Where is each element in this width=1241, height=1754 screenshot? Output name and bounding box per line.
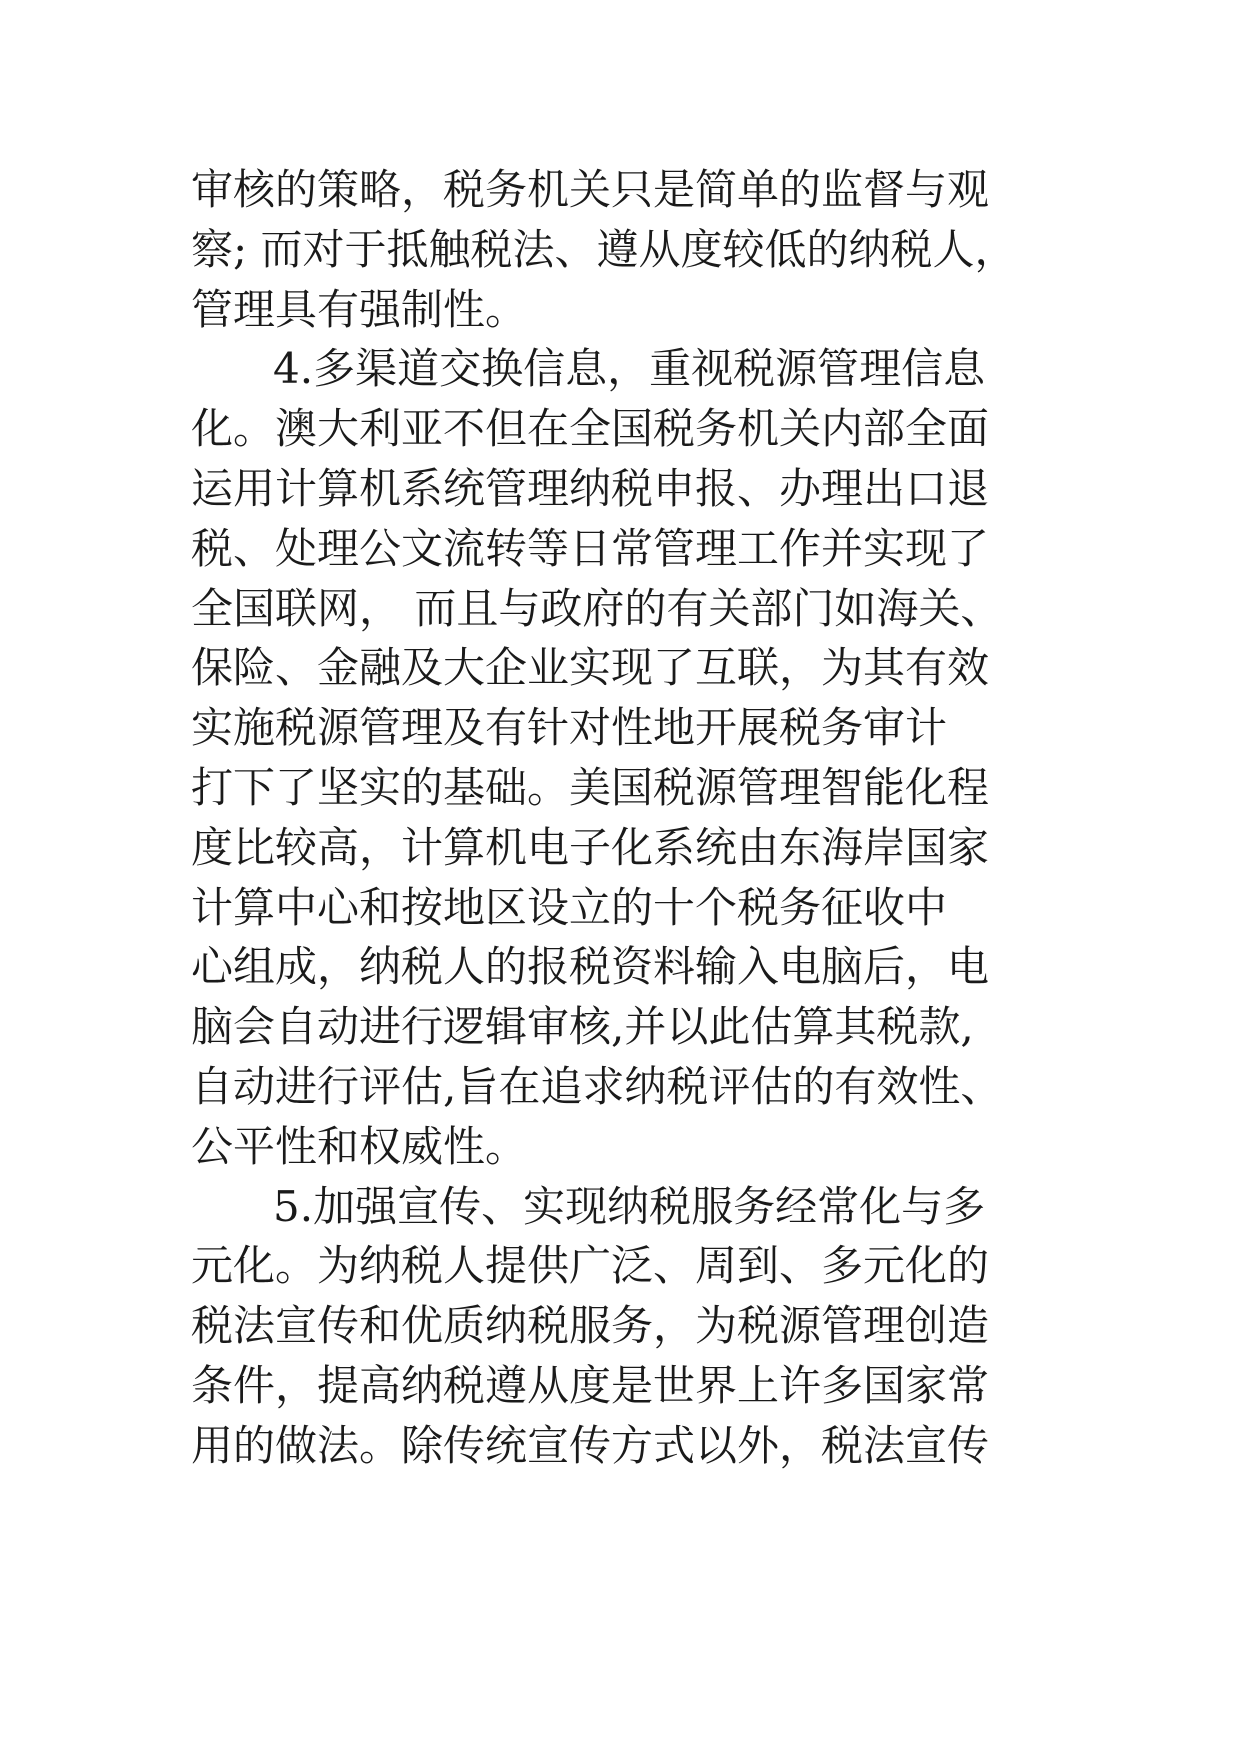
paragraph-start-line: 4.多渠道交换信息，重视税源管理信息 [273,344,986,394]
text-line: 脑会自动进行逻辑审核,并以此估算其税款, [191,1002,974,1052]
text-line: 化。澳大利亚不但在全国税务机关内部全面 [191,404,990,454]
text-line: 元化。为纳税人提供广泛、周到、多元化的 [191,1241,990,1291]
text-line: 察; 而对于抵触税法、遵从度较低的纳税人， [191,224,1017,274]
text-line: 用的做法。除传统宣传方式以外，税法宣传 [191,1420,990,1470]
text-line: 保险、金融及大企业实现了互联，为其有效 [191,643,990,693]
text-line: 税法宣传和优质纳税服务，为税源管理创造 [191,1301,990,1351]
text-line: 全国联网， 而且与政府的有关部门如海关、 [191,583,1003,633]
text-line: 度比较高，计算机电子化系统由东海岸国家 [191,822,990,872]
text-line: 运用计算机系统管理纳税申报、办理出口退 [191,463,990,513]
text-line: 实施税源管理及有针对性地开展税务审计 [191,703,948,753]
text-line: 计算中心和按地区设立的十个税务征收中 [191,882,948,932]
paragraph-start-line: 5.加强宣传、实现纳税服务经常化与多 [273,1181,986,1231]
text-line: 打下了坚实的基础。美国税源管理智能化程 [191,762,990,812]
body-text [191,160,1091,1476]
text-line: 公平性和权威性。 [191,1121,528,1171]
text-line: 自动进行评估,旨在追求纳税评估的有效性、 [191,1061,1003,1111]
text-line: 条件，提高纳税遵从度是世界上许多国家常 [191,1360,990,1410]
text-line: 管理具有强制性。 [191,284,528,334]
text-line: 审核的策略，税务机关只是简单的监督与观 [191,165,990,214]
text-line: 心组成，纳税人的报税资料输入电脑后，电 [191,942,990,992]
text-line: 税、处理公文流转等日常管理工作并实现了 [191,523,990,573]
